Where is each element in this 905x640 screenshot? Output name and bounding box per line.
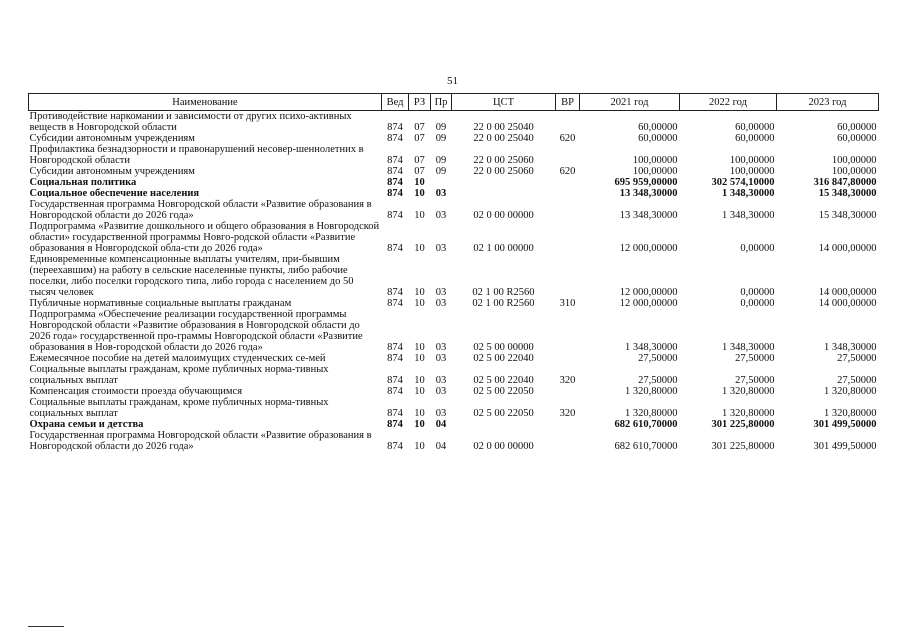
cell-ved: 874 [387, 375, 403, 386]
cell-rz: 07 [414, 166, 425, 177]
table-row [29, 199, 879, 221]
cell-2023: 14 000,00000 [818, 287, 877, 298]
page-number: 51 [447, 75, 458, 87]
cell-cst: 02 5 00 22050 [473, 386, 534, 397]
cell-name: Компенсация стоимости проезда обучающимся [29, 386, 243, 397]
cell-ved: 874 [387, 419, 403, 430]
cell-cst: 22 0 00 25040 [473, 133, 534, 144]
cell-rz: 10 [414, 386, 425, 397]
cell-vr [556, 221, 580, 254]
cell-name: Публичные нормативные социальные выплаты гражданам [29, 298, 292, 309]
cell-2022: 1 348,30000 [722, 342, 775, 353]
cell-2022: 100,00000 [729, 166, 775, 177]
cell-rz: 10 [414, 419, 425, 430]
table-row [29, 309, 879, 353]
col-header-vr: ВР [556, 94, 580, 111]
table-row [29, 133, 879, 144]
cell-name: Единовременные компенсационные выплаты учителям, при-бывшим (переехавшим) на работу в сельские населенные пункты, либо рабочие поселки, либо поселки городского типа, либо города с населением до 50 тысяч человек [29, 254, 354, 298]
cell-2021: 12 000,00000 [619, 298, 678, 309]
table-row [29, 353, 879, 364]
cell-2022: 60,00000 [735, 133, 775, 144]
cell-ved: 874 [387, 408, 403, 419]
cell-name: Субсидии автономным учреждениям [29, 133, 195, 144]
cell-ved: 874 [387, 133, 403, 144]
cell-2023: 60,00000 [837, 133, 877, 144]
cell-vr [556, 188, 580, 199]
cell-cst: 02 1 00 R2560 [472, 287, 535, 298]
table-row [29, 386, 879, 397]
cell-rz: 10 [414, 188, 425, 199]
col-header-2022: 2022 год [680, 94, 777, 111]
cell-vr [556, 199, 580, 221]
cell-2021: 1 320,80000 [625, 408, 678, 419]
cell-name: Социальная политика [29, 177, 137, 188]
table-body [29, 111, 879, 453]
cell-vr [556, 144, 580, 166]
col-header-pr: Пр [431, 94, 452, 111]
cell-vr [556, 386, 580, 397]
cell-name: Государственная программа Новгородской области «Развитие образования в Новгородской области до 2026 года» [29, 430, 372, 452]
footnote-rule [28, 626, 64, 627]
cell-ved: 874 [387, 298, 403, 309]
cell-cst: 22 0 00 25060 [473, 166, 534, 177]
table-header-row [29, 94, 879, 111]
cell-vr [556, 309, 580, 353]
cell-2023: 1 320,80000 [824, 408, 877, 419]
cell-rz: 10 [414, 210, 425, 221]
cell-ved: 874 [387, 441, 403, 452]
cell-name: Государственная программа Новгородской области «Развитие образования в Новгородской области до 2026 года» [29, 199, 372, 221]
cell-2021: 27,50000 [638, 353, 678, 364]
cell-vr [556, 177, 580, 188]
cell-2021: 60,00000 [638, 122, 678, 133]
cell-2022: 0,00000 [740, 243, 775, 254]
cell-rz: 10 [414, 441, 425, 452]
table-row [29, 430, 879, 452]
cell-pr: 03 [435, 188, 447, 199]
table-row [29, 397, 879, 419]
cell-2023: 1 348,30000 [824, 342, 877, 353]
cell-ved: 874 [387, 353, 403, 364]
cell-ved: 874 [387, 188, 403, 199]
cell-name: Подпрограмма «Обеспечение реализации государственной программы Новгородской области «Развитие образования в Новгородской области до 2026 года» государственной про-граммы Новгородской области «Развитие образования в Нов-городской области до 2026 года» [29, 309, 363, 353]
cell-2021: 13 348,30000 [619, 210, 678, 221]
cell-rz: 10 [414, 342, 425, 353]
col-header-cst: ЦСТ [452, 94, 556, 111]
cell-rz: 10 [414, 177, 425, 188]
col-header-ved: Вед [382, 94, 409, 111]
cell-2021: 12 000,00000 [619, 287, 678, 298]
cell-name: Ежемесячное пособие на детей малоимущих студенческих се-мей [29, 353, 326, 364]
cell-cst: 02 0 00 00000 [473, 441, 534, 452]
cell-2023: 100,00000 [831, 155, 877, 166]
cell-2023: 316 847,80000 [813, 177, 877, 188]
cell-name: Подпрограмма «Развитие дошкольного и общего образования в Новгородской области» государственной программы Новго-родской области «Развитие образования в Новгородской обла-сти до 2026 года» [29, 221, 380, 254]
cell-pr: 09 [435, 122, 447, 133]
cell-vr [556, 353, 580, 364]
cell-2022: 301 225,80000 [711, 441, 775, 452]
cell-cst [452, 177, 556, 188]
cell-rz: 10 [414, 375, 425, 386]
cell-2022: 60,00000 [735, 122, 775, 133]
cell-2022: 100,00000 [729, 155, 775, 166]
cell-2021: 100,00000 [632, 166, 678, 177]
cell-2021: 1 320,80000 [625, 386, 678, 397]
cell-pr: 03 [435, 386, 447, 397]
cell-2022: 1 348,30000 [722, 210, 775, 221]
col-header-2023: 2023 год [777, 94, 879, 111]
cell-2021: 27,50000 [638, 375, 678, 386]
cell-rz: 07 [414, 133, 425, 144]
cell-2022: 0,00000 [740, 287, 775, 298]
cell-name: Социальное обеспечение населения [29, 188, 200, 199]
cell-ved: 874 [387, 155, 403, 166]
cell-2022: 0,00000 [740, 298, 775, 309]
cell-pr: 03 [435, 342, 447, 353]
col-header-2021: 2021 год [580, 94, 680, 111]
cell-name: Социальные выплаты гражданам, кроме публичных норма-тивных социальных выплат [29, 397, 329, 419]
cell-cst: 02 5 00 22040 [473, 375, 534, 386]
cell-ved: 874 [387, 210, 403, 221]
cell-2021: 12 000,00000 [619, 243, 678, 254]
cell-2021: 682 610,70000 [614, 441, 678, 452]
table-row [29, 166, 879, 177]
cell-ved: 874 [387, 177, 403, 188]
table-row [29, 419, 879, 430]
cell-pr: 09 [435, 166, 447, 177]
cell-2022: 301 225,80000 [711, 419, 775, 430]
table-row [29, 254, 879, 298]
cell-2023: 14 000,00000 [818, 298, 877, 309]
table-row [29, 221, 879, 254]
cell-2022: 302 574,10000 [711, 177, 775, 188]
cell-2021: 1 348,30000 [625, 342, 678, 353]
cell-pr: 03 [435, 210, 447, 221]
cell-pr: 04 [435, 419, 447, 430]
cell-2022: 27,50000 [735, 375, 775, 386]
cell-2022: 1 320,80000 [722, 386, 775, 397]
cell-2023: 14 000,00000 [818, 243, 877, 254]
cell-rz: 07 [414, 155, 425, 166]
table-row [29, 364, 879, 386]
table-row [29, 298, 879, 309]
table-row [29, 188, 879, 199]
table-row [29, 111, 879, 134]
cell-vr [556, 419, 580, 430]
cell-ved: 874 [387, 243, 403, 254]
budget-table [28, 93, 879, 452]
cell-rz: 10 [414, 287, 425, 298]
cell-rz: 10 [414, 298, 425, 309]
cell-2023: 15 348,30000 [818, 210, 877, 221]
cell-2023: 27,50000 [837, 375, 877, 386]
cell-2023: 60,00000 [837, 122, 877, 133]
table-row [29, 144, 879, 166]
col-header-name: Наименование [29, 94, 382, 111]
cell-vr: 320 [559, 375, 576, 386]
col-header-rz: РЗ [409, 94, 431, 111]
cell-name: Субсидии автономным учреждениям [29, 166, 195, 177]
cell-cst: 02 5 00 22040 [473, 353, 534, 364]
cell-pr: 03 [435, 408, 447, 419]
cell-cst: 02 1 00 00000 [473, 243, 534, 254]
cell-cst: 22 0 00 25060 [473, 155, 534, 166]
cell-rz: 10 [414, 408, 425, 419]
cell-ved: 874 [387, 166, 403, 177]
cell-2023: 15 348,30000 [818, 188, 877, 199]
cell-vr [556, 111, 580, 134]
cell-vr: 620 [559, 166, 576, 177]
cell-pr: 04 [435, 441, 447, 452]
cell-pr: 09 [435, 155, 447, 166]
cell-cst: 02 5 00 00000 [473, 342, 534, 353]
cell-2021: 60,00000 [638, 133, 678, 144]
cell-name: Профилактика безнадзорности и правонарушений несовер-шеннолетних в Новгородской области [29, 144, 364, 166]
cell-rz: 07 [414, 122, 425, 133]
cell-pr [431, 177, 452, 188]
cell-cst: 02 5 00 22050 [473, 408, 534, 419]
cell-pr: 03 [435, 243, 447, 254]
cell-cst [452, 188, 556, 199]
cell-ved: 874 [387, 342, 403, 353]
cell-2022: 1 348,30000 [722, 188, 775, 199]
cell-2021: 695 959,00000 [614, 177, 678, 188]
cell-2023: 100,00000 [831, 166, 877, 177]
cell-2021: 682 610,70000 [614, 419, 678, 430]
cell-name: Социальные выплаты гражданам, кроме публичных норма-тивных социальных выплат [29, 364, 329, 386]
cell-vr [556, 254, 580, 298]
cell-ved: 874 [387, 122, 403, 133]
cell-ved: 874 [387, 287, 403, 298]
cell-rz: 10 [414, 243, 425, 254]
cell-cst: 02 1 00 R2560 [472, 298, 535, 309]
cell-2021: 100,00000 [632, 155, 678, 166]
cell-pr: 09 [435, 133, 447, 144]
cell-2023: 1 320,80000 [824, 386, 877, 397]
cell-cst: 02 0 00 00000 [473, 210, 534, 221]
cell-2022: 27,50000 [735, 353, 775, 364]
cell-pr: 03 [435, 353, 447, 364]
cell-name: Противодействие наркомании и зависимости от других психо-активных веществ в Новгородской области [29, 111, 352, 133]
cell-pr: 03 [435, 298, 447, 309]
cell-ved: 874 [387, 386, 403, 397]
cell-rz: 10 [414, 353, 425, 364]
cell-2022: 1 320,80000 [722, 408, 775, 419]
cell-pr: 03 [435, 287, 447, 298]
cell-2023: 301 499,50000 [813, 441, 877, 452]
cell-name: Охрана семьи и детства [29, 419, 144, 430]
cell-cst [452, 419, 556, 430]
cell-vr [556, 430, 580, 452]
cell-vr: 320 [559, 408, 576, 419]
cell-pr: 03 [435, 375, 447, 386]
cell-cst: 22 0 00 25040 [473, 122, 534, 133]
cell-2023: 27,50000 [837, 353, 877, 364]
table-row [29, 177, 879, 188]
cell-2023: 301 499,50000 [813, 419, 877, 430]
cell-vr: 310 [559, 298, 576, 309]
cell-2021: 13 348,30000 [619, 188, 678, 199]
cell-vr: 620 [559, 133, 576, 144]
